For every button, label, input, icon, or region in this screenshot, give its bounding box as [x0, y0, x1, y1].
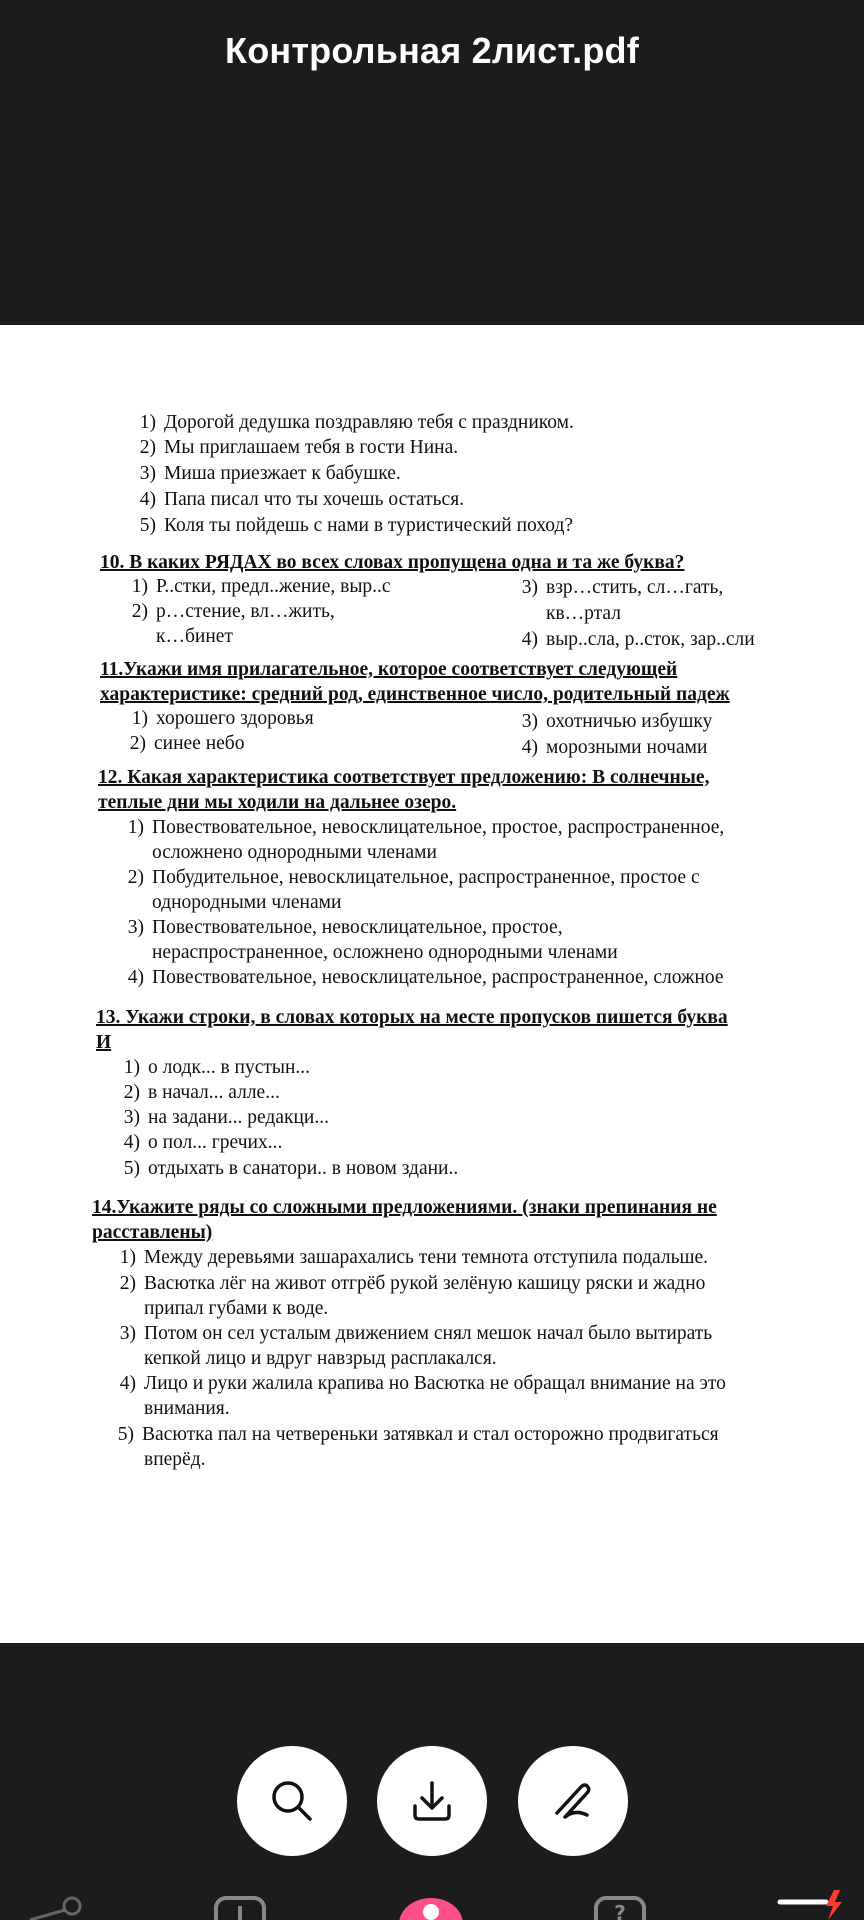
option-cont: припал губами к воде.	[144, 1298, 329, 1319]
question-12-title: 12. Какая характеристика соответствует предложению: В солнечные,	[98, 767, 710, 788]
option: 2) синее небо	[129, 733, 245, 754]
option: 5) Васютка пал на четвереньки затявкал и стал осторожно продвигаться	[117, 1424, 719, 1445]
question-13-title-cont: И	[96, 1032, 112, 1053]
option: 1) Повествовательное, невосклицательное, простое, распространенное,	[127, 817, 725, 838]
add-icon[interactable]	[210, 1890, 270, 1920]
menu-icon[interactable]	[776, 1890, 846, 1920]
option: 5) отдыхать в санатори.. в новом здани..	[123, 1158, 459, 1179]
home-icon[interactable]	[396, 1890, 466, 1920]
option: 2) р…стение, вл…жить,	[131, 601, 335, 622]
list-item: 2) Мы приглашаем тебя в гости Нина.	[139, 437, 459, 458]
question-14-title: 14.Укажите ряды со сложными предложениями. (знаки препинания не	[92, 1197, 717, 1218]
document-title: Контрольная 2лист.pdf	[225, 30, 639, 71]
signature-button[interactable]	[518, 1746, 628, 1856]
option-cont: кв…ртал	[546, 603, 621, 624]
option: 2) Васютка лёг на живот отгрёб рукой зелёную кашицу ряски и жадно	[119, 1273, 706, 1294]
option: 1) Р..стки, предл..жение, выр..с	[131, 576, 391, 597]
option: 3) на задани... редакци...	[123, 1107, 329, 1128]
list-item: 1) Дорогой дедушка поздравляю тебя с праздником.	[139, 412, 574, 433]
option-cont: к…бинет	[156, 626, 233, 647]
pdf-page[interactable]	[0, 325, 864, 1643]
question-10-title: 10. В каких РЯДАХ во всех словах пропущена одна и та же буква?	[100, 552, 685, 573]
option: 3) охотничью избушку	[521, 711, 713, 732]
list-item: 5) Коля ты пойдешь с нами в туристический поход?	[139, 515, 574, 536]
top-bar	[0, 0, 864, 325]
option-cont: кепкой лицо и вдруг навзрыд расплакался.	[144, 1348, 497, 1369]
option: 4) морозными ночами	[521, 737, 708, 758]
signature-icon	[547, 1775, 599, 1827]
search-button[interactable]	[237, 1746, 347, 1856]
question-13-title: 13. Укажи строки, в словах которых на месте пропусков пишется буква	[96, 1007, 728, 1028]
option: 1) Между деревьями зашарахались тени темнота отступила подальше.	[119, 1247, 709, 1268]
search-icon	[266, 1775, 318, 1827]
option: 3) Потом он сел усталым движением снял мешок начал было вытирать	[119, 1323, 713, 1344]
question-11-title-cont: характеристике: средний род, единственное число, родительный падеж	[100, 684, 730, 705]
list-item: 4) Папа писал что ты хочешь остаться.	[139, 489, 465, 510]
option: 4) о пол... гречих...	[123, 1132, 283, 1153]
question-12-title-cont: теплые дни мы ходили на дальнее озеро.	[98, 792, 457, 813]
option-cont: однородными членами	[152, 892, 342, 913]
option: 1) хорошего здоровья	[131, 708, 314, 729]
list-item: 3) Миша приезжает к бабушке.	[139, 463, 401, 484]
option-cont: нераспространенное, осложнено однородными членами	[152, 942, 618, 963]
download-icon	[406, 1775, 458, 1827]
option: 2) Побудительное, невосклицательное, распространенное, простое с	[127, 867, 700, 888]
option: 1) о лодк... в пустын...	[123, 1057, 311, 1078]
option: 4) выр..сла, р..сток, зар..сли	[521, 629, 755, 650]
option: 3) Повествовательное, невосклицательное, простое,	[127, 917, 563, 938]
option: 2) в начал... алле...	[123, 1082, 280, 1103]
option: 4) Повествовательное, невосклицательное, распространенное, сложное	[127, 967, 724, 988]
option: 4) Лицо и руки жалила крапива но Васютка не обращал внимание на это	[119, 1373, 726, 1394]
option-cont: вперёд.	[144, 1449, 206, 1470]
option-cont: осложнено однородными членами	[152, 842, 437, 863]
option-cont: внимания.	[144, 1398, 230, 1419]
help-icon[interactable]	[590, 1890, 650, 1920]
question-14-title-cont: расставлены)	[92, 1222, 213, 1243]
download-button[interactable]	[377, 1746, 487, 1856]
share-icon[interactable]	[20, 1890, 90, 1920]
question-11-title: 11.Укажи имя прилагательное, которое соответствует следующей	[100, 659, 678, 680]
option: 3) взр…стить, сл…гать,	[521, 577, 724, 598]
svg-text:?: ?	[614, 1901, 626, 1920]
